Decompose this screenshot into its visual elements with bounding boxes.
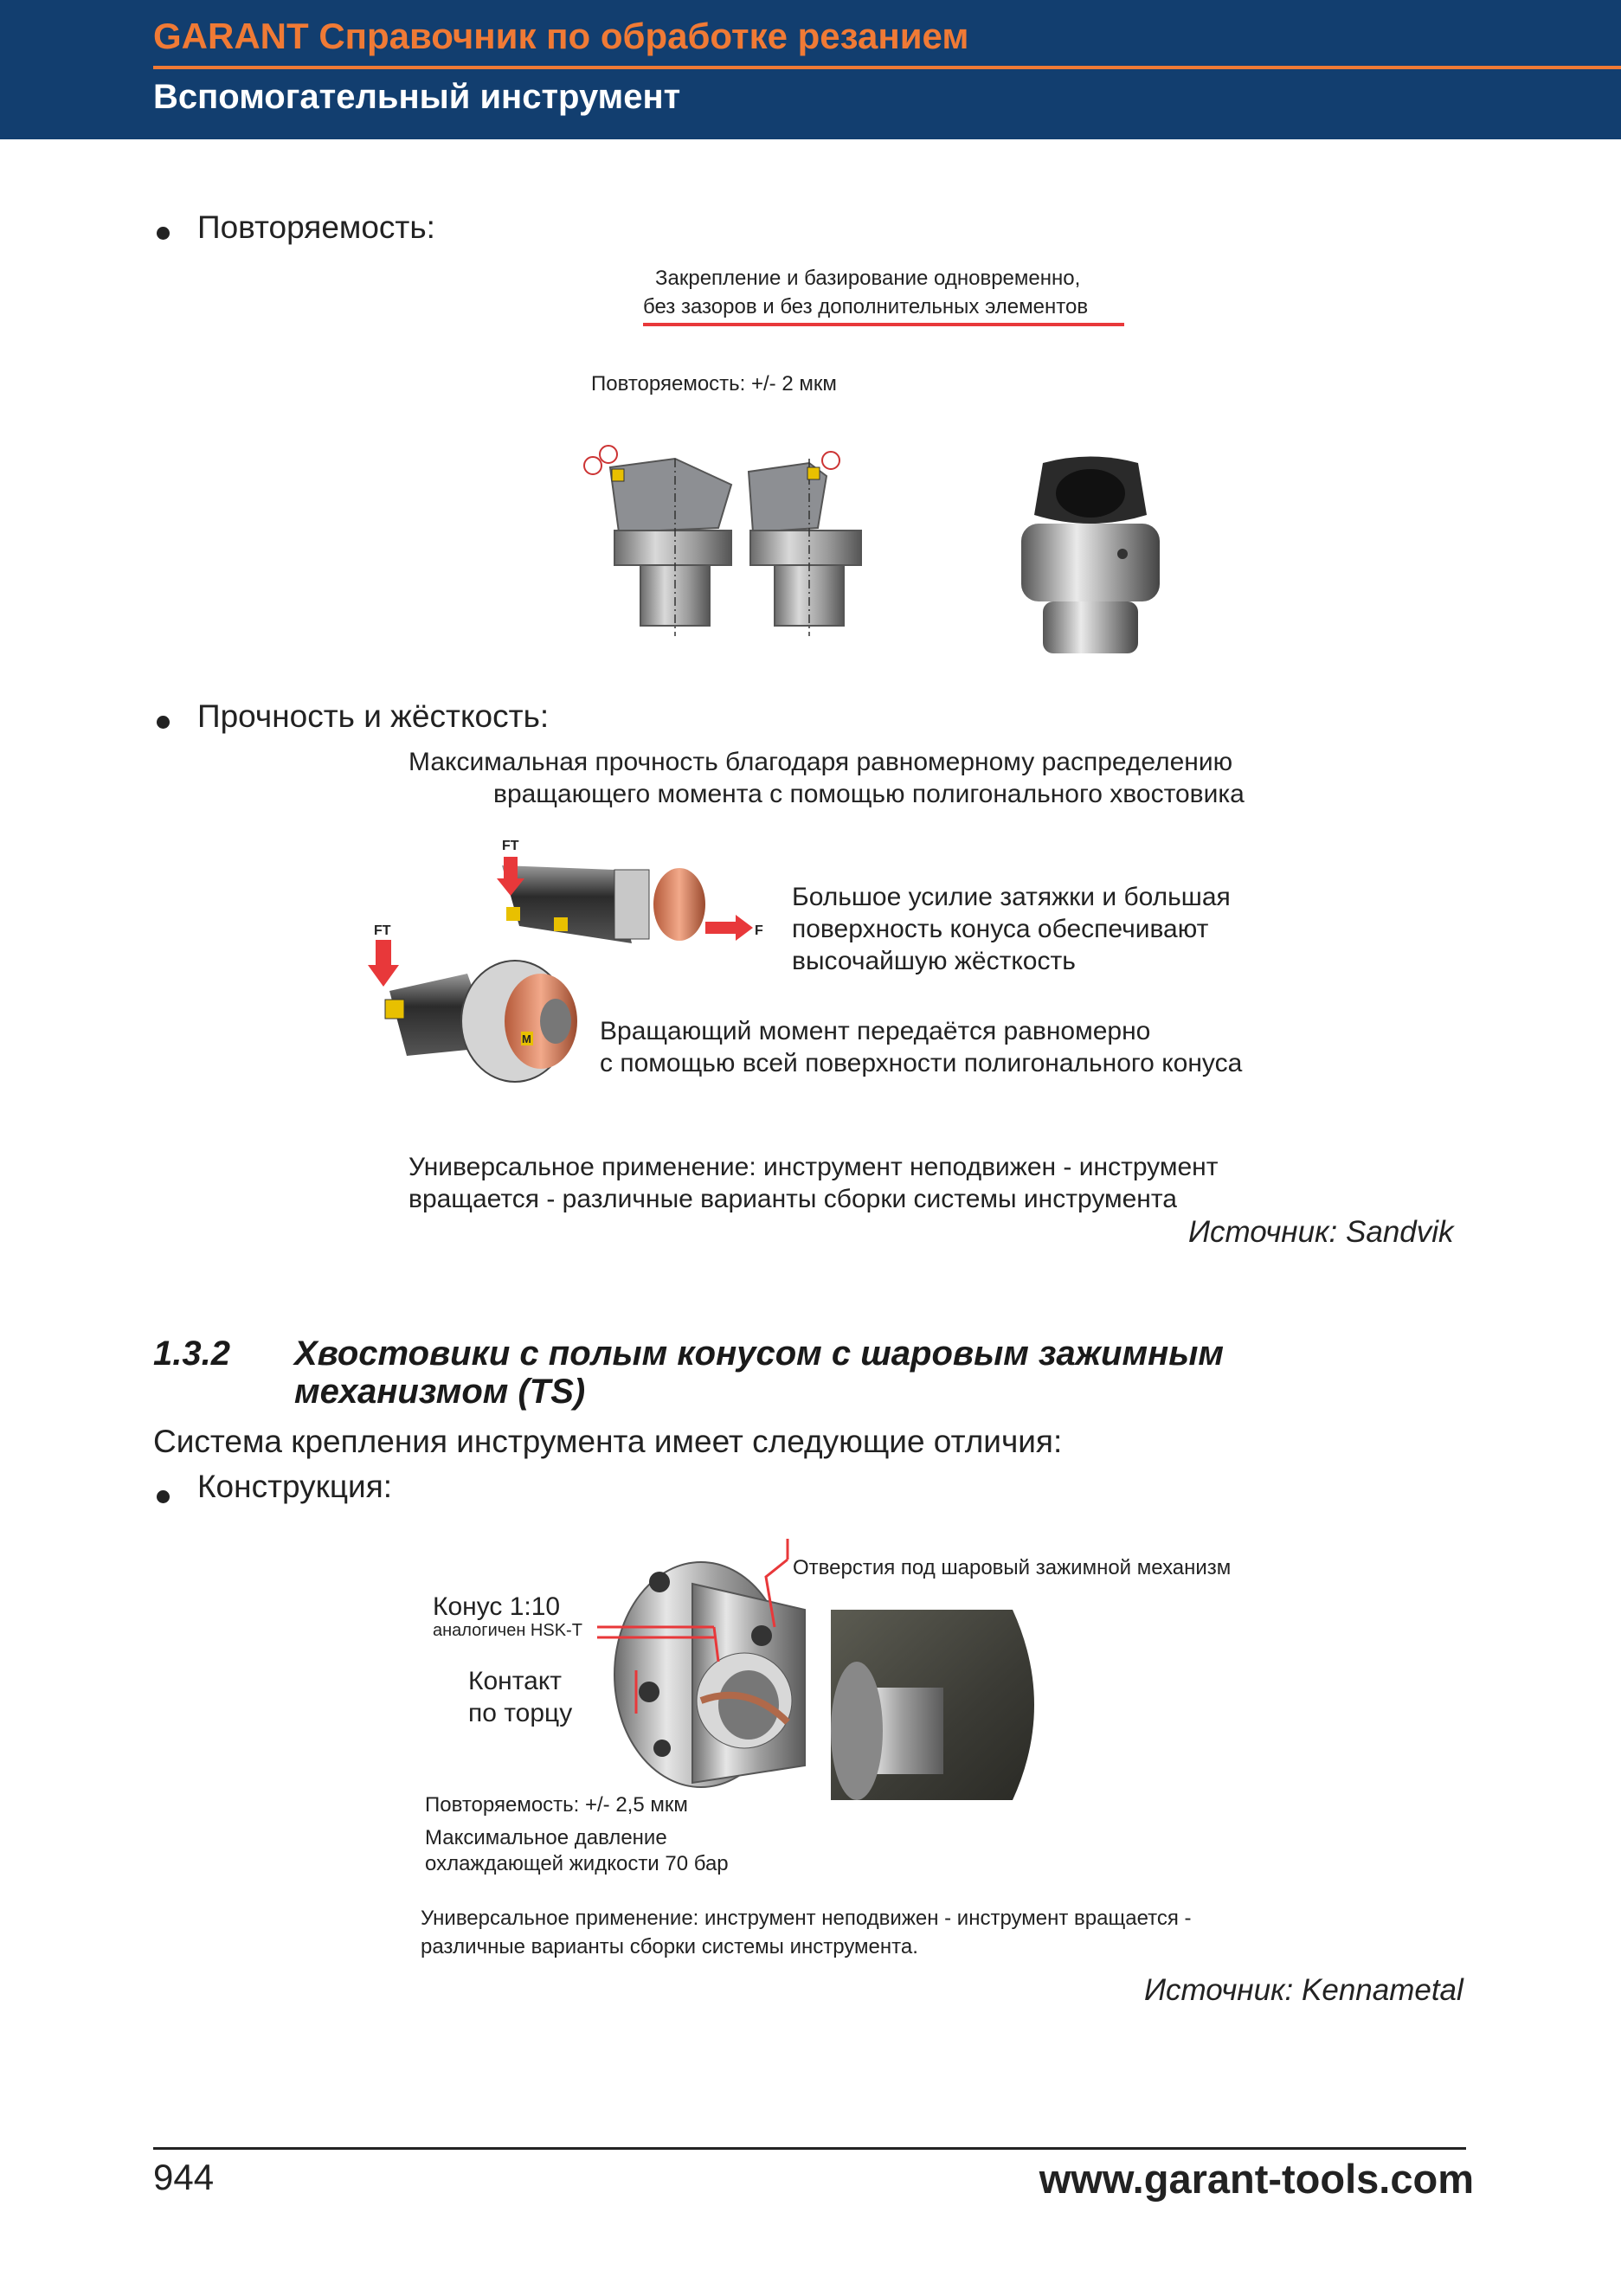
section-number: 1.3.2 [153, 1335, 230, 1373]
torque-text-line1: Вращающий момент передаётся равномерно [600, 1017, 1151, 1045]
torque-text-line2: с помощью всей поверхности полигонального конуса [600, 1049, 1243, 1077]
force-t-label: FT [374, 923, 391, 938]
header-divider [153, 66, 1621, 69]
header-title: GARANT Справочник по обработке резанием [153, 16, 969, 56]
bullet-strength: Прочность и жёсткость: [197, 698, 550, 734]
section-intro: Система крепления инструмента имеет следующие отличия: [153, 1424, 1063, 1459]
force-label: F [755, 923, 763, 938]
force-arrow-right-icon [705, 915, 753, 941]
capto-shank-figure [1008, 454, 1173, 666]
clamp-text-line1: Большое усилие затяжки и большая [792, 883, 1231, 911]
header-subtitle: Вспомогательный инструмент [153, 78, 681, 116]
page-number: 944 [153, 2157, 215, 2197]
source-sandvik: Источник: Sandvik [1188, 1215, 1454, 1249]
ts-contact-line1: Контакт [468, 1667, 563, 1695]
strength-caption-line1: Максимальная прочность благодаря равномерному распределению [408, 748, 1233, 776]
footer-divider [153, 2147, 1466, 2150]
ts-pressure-line1: Максимальное давление [425, 1826, 667, 1849]
force-t-label: FT [502, 839, 519, 853]
note-underline [643, 323, 1124, 326]
ts-repeatability: Повторяемость: +/- 2,5 мкм [425, 1793, 688, 1817]
torque-m-label: M [522, 1032, 531, 1045]
ts-contact-line2: по торцу [468, 1699, 573, 1727]
ts-cone-sub: аналогичен HSK-T [433, 1621, 582, 1640]
section-title-line2: механизмом (TS) [294, 1373, 586, 1411]
bullet-dot [157, 716, 170, 729]
ts-universal-line2: различные варианты сборки системы инструмента. [421, 1935, 918, 1958]
ts-pressure-line2: охлаждающей жидкости 70 бар [425, 1852, 729, 1875]
ts-cone-label: Конус 1:10 [433, 1592, 561, 1621]
universal-line1: Универсальное применение: инструмент неподвижен - инструмент [408, 1153, 1219, 1181]
clamping-note-line1: Закрепление и базирование одновременно, [655, 267, 1081, 290]
ts-holes-label: Отверстия под шаровый зажимной механизм [793, 1556, 1232, 1579]
strength-caption-line2: вращающего момента с помощью полигонального хвостовика [493, 780, 1245, 808]
capto-clamping-units-figure [567, 424, 887, 640]
bullet-repeatability: Повторяемость: [197, 209, 435, 245]
repeatability-value: Повторяемость: +/- 2 мкм [591, 372, 837, 396]
bullet-dot [157, 1490, 170, 1503]
clamping-note-line2: без зазоров и без дополнительных элементов [643, 295, 1089, 318]
universal-line2: вращается - различные варианты сборки системы инструмента [408, 1185, 1177, 1213]
bullet-construction: Конструкция: [197, 1469, 393, 1504]
footer-website-link[interactable]: www.garant-tools.com [1039, 2156, 1474, 2202]
source-kennametal: Источник: Kennametal [1144, 1973, 1463, 2007]
clamp-text-line2: поверхность конуса обеспечивают [792, 915, 1209, 943]
ts-universal-line1: Универсальное применение: инструмент неподвижен - инструмент вращается - [421, 1907, 1192, 1930]
clamp-text-line3: высочайшую жёсткость [792, 947, 1076, 975]
bullet-dot [157, 227, 170, 240]
force-arrow-down-icon [368, 940, 399, 987]
section-title-line1: Хвостовики с полым конусом с шаровым зажимным [294, 1335, 1224, 1373]
